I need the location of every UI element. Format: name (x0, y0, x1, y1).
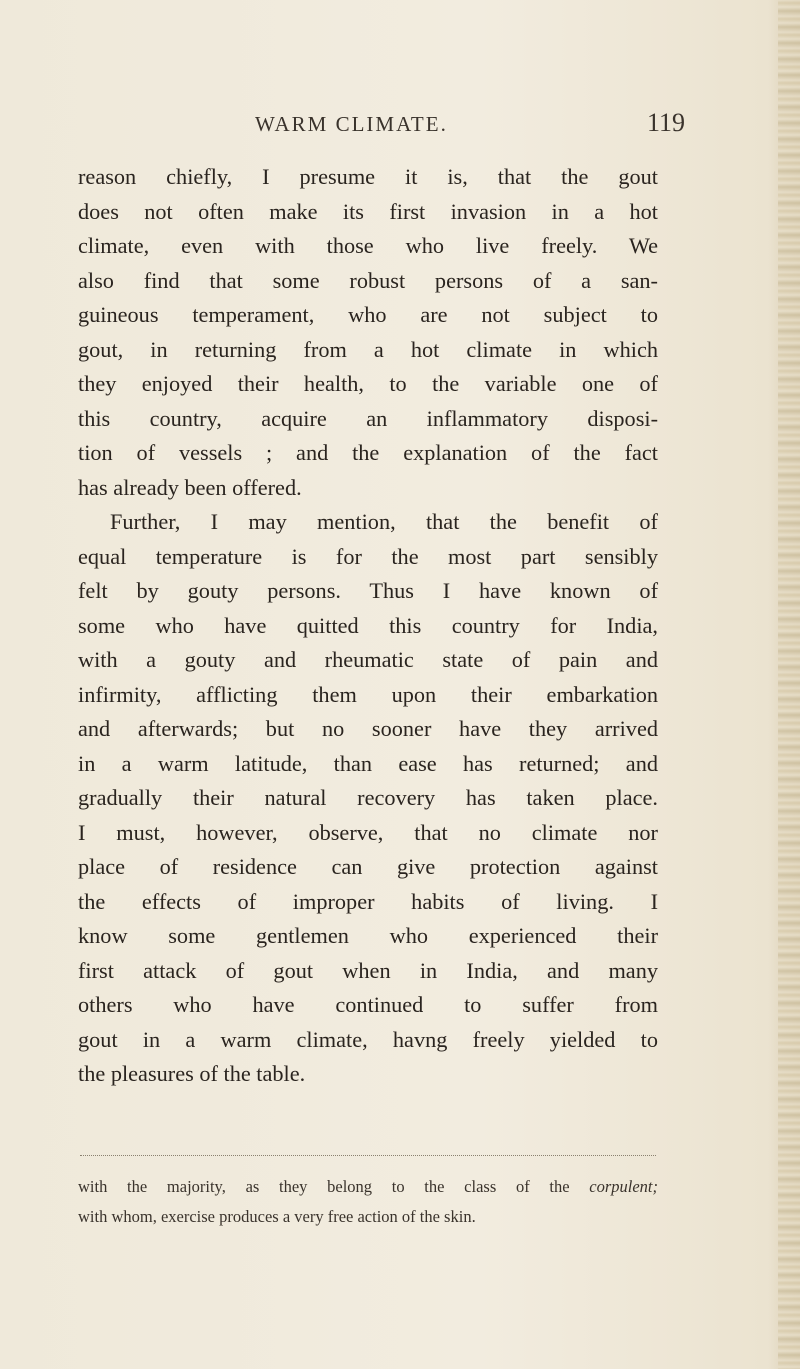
text-line: some who have quitted this country for India, (78, 612, 658, 638)
text-line: does not often make its first invasion in a hot (78, 198, 658, 224)
text-line: also find that some robust persons of a san- (78, 267, 658, 293)
text-line: reason chiefly, I presume it is, that the gout (78, 164, 658, 189)
text-line: gout, in returning from a hot climate in which (78, 336, 658, 362)
footnote-text: with the majority, as they belong to the class of the (78, 1177, 590, 1196)
text-line: first attack of gout when in India, and many (78, 957, 658, 983)
running-title: WARM CLIMATE. (255, 112, 448, 136)
body-text (78, 160, 658, 1092)
text-line: gradually their natural recovery has taken place. (78, 785, 658, 810)
footnote-divider (80, 1155, 656, 1156)
text-line: guineous temperament, who are not subject to (78, 302, 658, 327)
text-line: I must, however, observe, that no climate nor (78, 819, 658, 845)
text-line: climate, even with those who live freely. We (78, 233, 658, 258)
footnote-line: with whom, exercise produces a very free action of the skin. (78, 1207, 476, 1226)
text-line: in a warm latitude, than ease has returned; and (78, 750, 658, 776)
text-line: this country, acquire an inflammatory disposi- (78, 405, 658, 431)
text-line: tion of vessels ; and the explanation of the fact (78, 440, 658, 465)
footnote (78, 1172, 658, 1232)
paragraph-start-line: Further, I may mention, that the benefit of (110, 509, 658, 534)
text-line: with a gouty and rheumatic state of pain and (78, 647, 658, 672)
text-line: the pleasures of the table. (78, 1061, 306, 1086)
text-line: felt by gouty persons. Thus I have known of (78, 578, 658, 603)
text-line: and afterwards; but no sooner have they arrived (78, 716, 658, 741)
text-line: gout in a warm climate, havng freely yielded to (78, 1026, 658, 1052)
running-header (255, 108, 685, 144)
text-line: others who have continued to suffer from (78, 992, 658, 1017)
page-number: 119 (646, 108, 685, 137)
text-line: infirmity, afflicting them upon their embarkation (78, 681, 658, 707)
text-line: equal temperature is for the most part sensibly (78, 543, 658, 569)
text-line: know some gentlemen who experienced their (78, 923, 658, 948)
text-line: has already been offered. (78, 474, 302, 500)
text-line: the effects of improper habits of living. I (78, 888, 658, 914)
text-line: place of residence can give protection against (78, 854, 658, 879)
footnote-line (78, 1172, 658, 1202)
text-line: they enjoyed their health, to the variable one of (78, 371, 658, 396)
footnote-italic-text: corpulent; (589, 1177, 658, 1196)
page-edge (778, 0, 800, 1369)
